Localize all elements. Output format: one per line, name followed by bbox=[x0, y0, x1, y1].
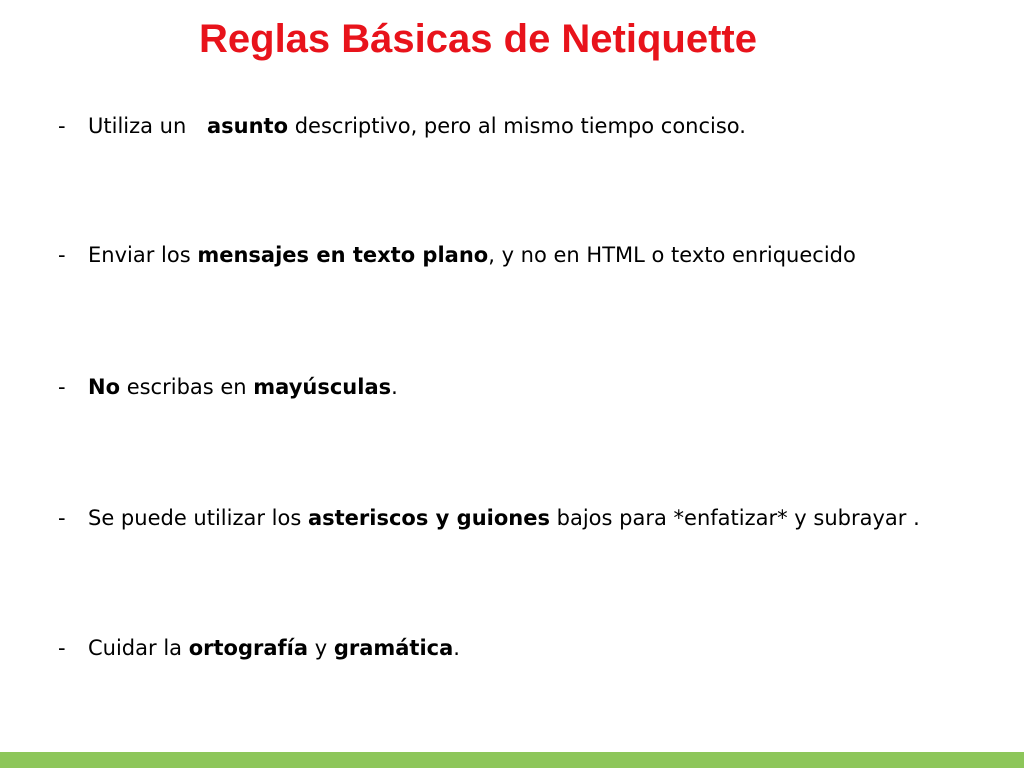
bullet-emphasis: No bbox=[88, 375, 121, 399]
bullet-item-ortografia bbox=[58, 633, 998, 663]
bullet-emphasis: asunto bbox=[206, 114, 289, 138]
bullet-text: escribas en bbox=[120, 375, 254, 399]
bullet-emphasis: gramática bbox=[333, 636, 454, 660]
bullet-marker: - bbox=[58, 636, 66, 660]
bullet-text: descriptivo, pero al mismo tiempo conciso. bbox=[288, 114, 746, 138]
footer-bar bbox=[0, 752, 1024, 768]
bullet-item-asunto bbox=[58, 111, 998, 141]
bullet-text: . bbox=[453, 636, 460, 660]
bullet-text: Cuidar la bbox=[88, 636, 189, 660]
bullet-emphasis: mensajes en texto plano bbox=[197, 243, 489, 267]
bullet-text: Enviar los bbox=[88, 243, 198, 267]
bullet-item-texto-plano bbox=[58, 240, 998, 270]
slide-title: Reglas Básicas de Netiquette bbox=[199, 17, 757, 61]
bullet-text: . bbox=[391, 375, 398, 399]
bullet-marker: - bbox=[58, 375, 66, 399]
bullet-emphasis: ortografía bbox=[188, 636, 309, 660]
bullet-item-mayusculas bbox=[58, 372, 998, 402]
bullet-marker: - bbox=[58, 506, 66, 530]
bullet-marker: - bbox=[58, 114, 66, 138]
bullet-item-asteriscos bbox=[58, 503, 998, 533]
bullet-marker: - bbox=[58, 243, 66, 267]
bullet-text: , y no en HTML o texto enriquecido bbox=[488, 243, 856, 267]
bullet-text: bajos para *enfatizar* y subrayar . bbox=[549, 506, 920, 530]
bullet-text: Utiliza un bbox=[88, 114, 193, 138]
bullet-emphasis: asteriscos y guiones bbox=[307, 506, 550, 530]
bullet-emphasis: mayúsculas bbox=[253, 375, 392, 399]
bullet-text: Se puede utilizar los bbox=[88, 506, 308, 530]
bullet-text: y bbox=[308, 636, 334, 660]
